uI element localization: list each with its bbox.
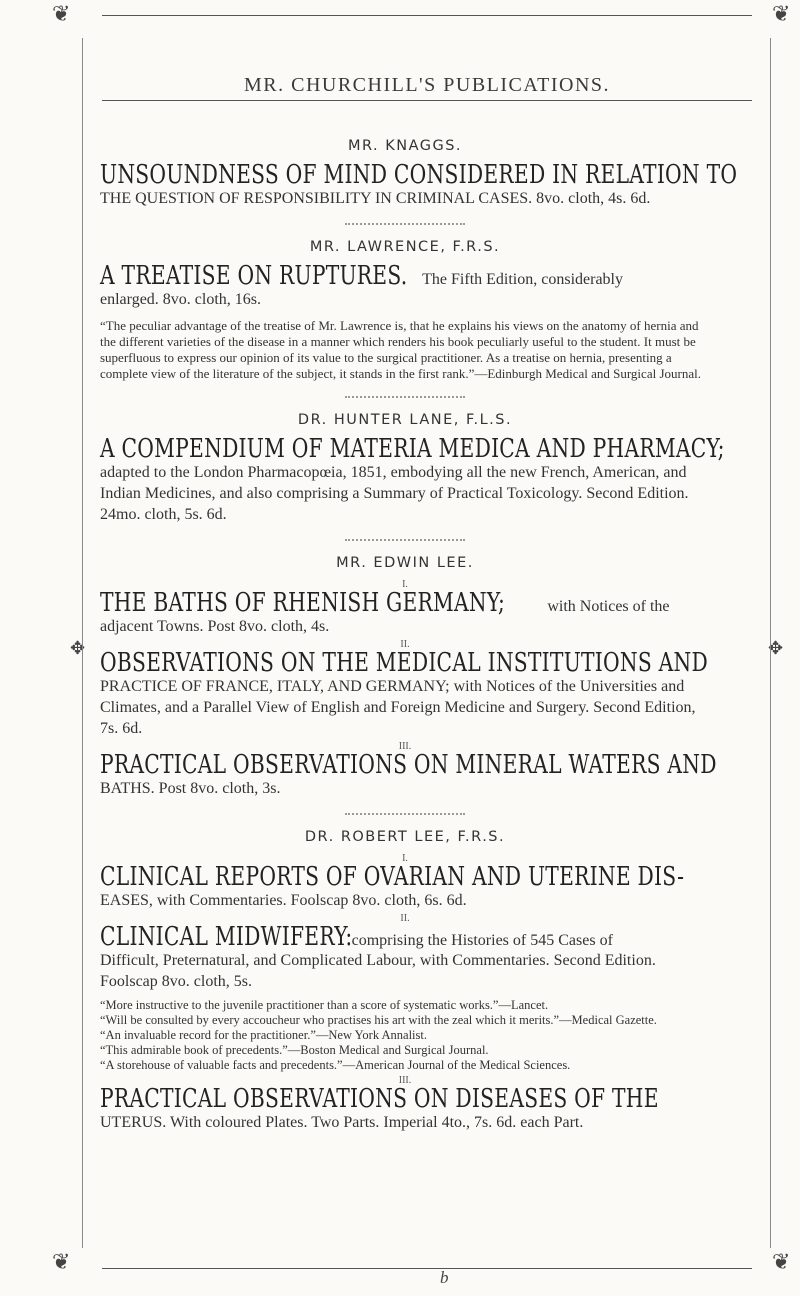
book-title: OBSERVATIONS ON THE MEDICAL INSTITUTIONS AND [100,648,709,678]
work-numeral: II. [400,639,410,650]
review-quote: “This admirable book of precedents.”—Boston Medical and Surgical Journal. [100,1043,489,1057]
book-details: PRACTICE OF FRANCE, ITALY, AND GERMANY; with Notices of the Universities and Climates, and a Parallel View of English and Foreign Medicine and Surgery. Second Edition, 7s. 6d. [100,678,696,737]
book-title: PRACTICAL OBSERVATIONS ON MINERAL WATERS AND [100,750,717,780]
entry-knaggs [100,138,738,225]
book-details: UTERUS. With coloured Plates. Two Parts. Imperial 4to., 7s. 6d. each Part. [100,1114,584,1131]
review-quote: “Will be consulted by every accoucheur who practises his art with the zeal which it merits.”—Medical Gazette. [100,1013,657,1027]
review-quote: “More instructive to the juvenile practitioner than a score of systematic works.”—Lancet. [100,998,549,1012]
divider [345,219,465,225]
left-border [82,38,83,1248]
signature-mark: b [440,1268,449,1287]
book-details: adjacent Towns. Post 8vo. cloth, 4s. [100,618,330,635]
corner-ornament-icon: ❦ [52,2,71,27]
divider [345,392,465,398]
book-title: UNSOUNDNESS OF MIND CONSIDERED IN RELATION TO [100,160,738,190]
author-name: MR. LAWRENCE, F.R.S. [309,239,501,255]
author-name: MR. KNAGGS. [347,138,463,154]
review-quote: “A storehouse of valuable facts and precedents.”—American Journal of the Medical Sciences. [100,1058,571,1072]
divider [345,809,465,815]
book-title-continued: The Fifth Edition, considerably [422,271,623,288]
work-numeral: I. [402,853,408,864]
book-title-continued: comprising the Histories of 545 Cases of [351,932,613,949]
entry-hunter-lane [100,412,725,541]
book-details: BATHS. Post 8vo. cloth, 3s. [100,780,281,797]
book-title: A TREATISE ON RUPTURES. [100,261,408,291]
author-name: DR. HUNTER LANE, F.L.S. [297,412,513,428]
work-numeral: III. [398,1075,412,1086]
corner-ornament-icon: ❦ [772,1250,791,1275]
book-title: PRACTICAL OBSERVATIONS ON DISEASES OF THE [100,1084,659,1114]
book-details: Difficult, Preternatural, and Complicated Labour, with Commentaries. Second Edition. Foolscap 8vo. cloth, 5s. [100,952,656,990]
entry-robert-lee [100,829,710,1133]
corner-ornament-icon: ❦ [52,1250,71,1275]
divider [345,535,465,541]
entry-lawrence [100,239,710,398]
book-title: CLINICAL REPORTS OF OVARIAN AND UTERINE DIS- [100,862,685,892]
book-details: enlarged. 8vo. cloth, 16s. [100,291,262,308]
author-name: MR. EDWIN LEE. [336,555,474,571]
work-numeral: I. [402,579,408,590]
book-title: THE BATHS OF RHENISH GERMANY; [100,588,506,618]
header-rule [102,100,752,101]
book-title: CLINICAL MIDWIFERY: [100,922,353,952]
author-name: DR. ROBERT LEE, F.R.S. [304,829,506,845]
book-details: EASES, with Commentaries. Foolscap 8vo. cloth, 6s. 6d. [100,892,467,909]
side-ornament-icon: ✥ [70,638,86,659]
corner-ornament-icon: ❦ [772,2,791,27]
bottom-rule [102,1268,752,1269]
review-quote: “An invaluable record for the practitioner.”—New York Annalist. [100,1028,427,1042]
book-title-continued: with Notices of the [547,598,670,615]
entry-edwin-lee [100,555,717,815]
book-title: A COMPENDIUM OF MATERIA MEDICA AND PHARMACY; [100,434,725,464]
side-ornament-icon: ✥ [768,638,784,659]
right-border [770,38,771,1248]
work-numeral: III. [398,741,412,752]
book-details: THE QUESTION OF RESPONSIBILITY IN CRIMINAL CASES. 8vo. cloth, 4s. 6d. [100,190,651,207]
page-header-title: MR. CHURCHILL'S PUBLICATIONS. [243,74,611,96]
work-numeral: II. [400,913,410,924]
review-quote: “The peculiar advantage of the treatise of Mr. Lawrence is, that he explains his views on the anatomy of hernia and the different varieties of the disease in a manner which renders his book peculiarly useful to the student. It must be superfluous to express our opinion of its value to the surgical practitioner. As a treatise on hernia, presenting a complete view of the literature of the subject, it stands in the first rank.”—Edinburgh Medical and Surgical Journal. [100,318,701,381]
top-rule [102,15,752,16]
catalogue-content [100,138,738,1133]
book-details: adapted to the London Pharmacopœia, 1851, embodying all the new French, American, and Indian Medicines, and also comprising a Summary of Practical Toxicology. Second Edition. 24mo. cloth, 5s. 6d. [100,464,689,523]
